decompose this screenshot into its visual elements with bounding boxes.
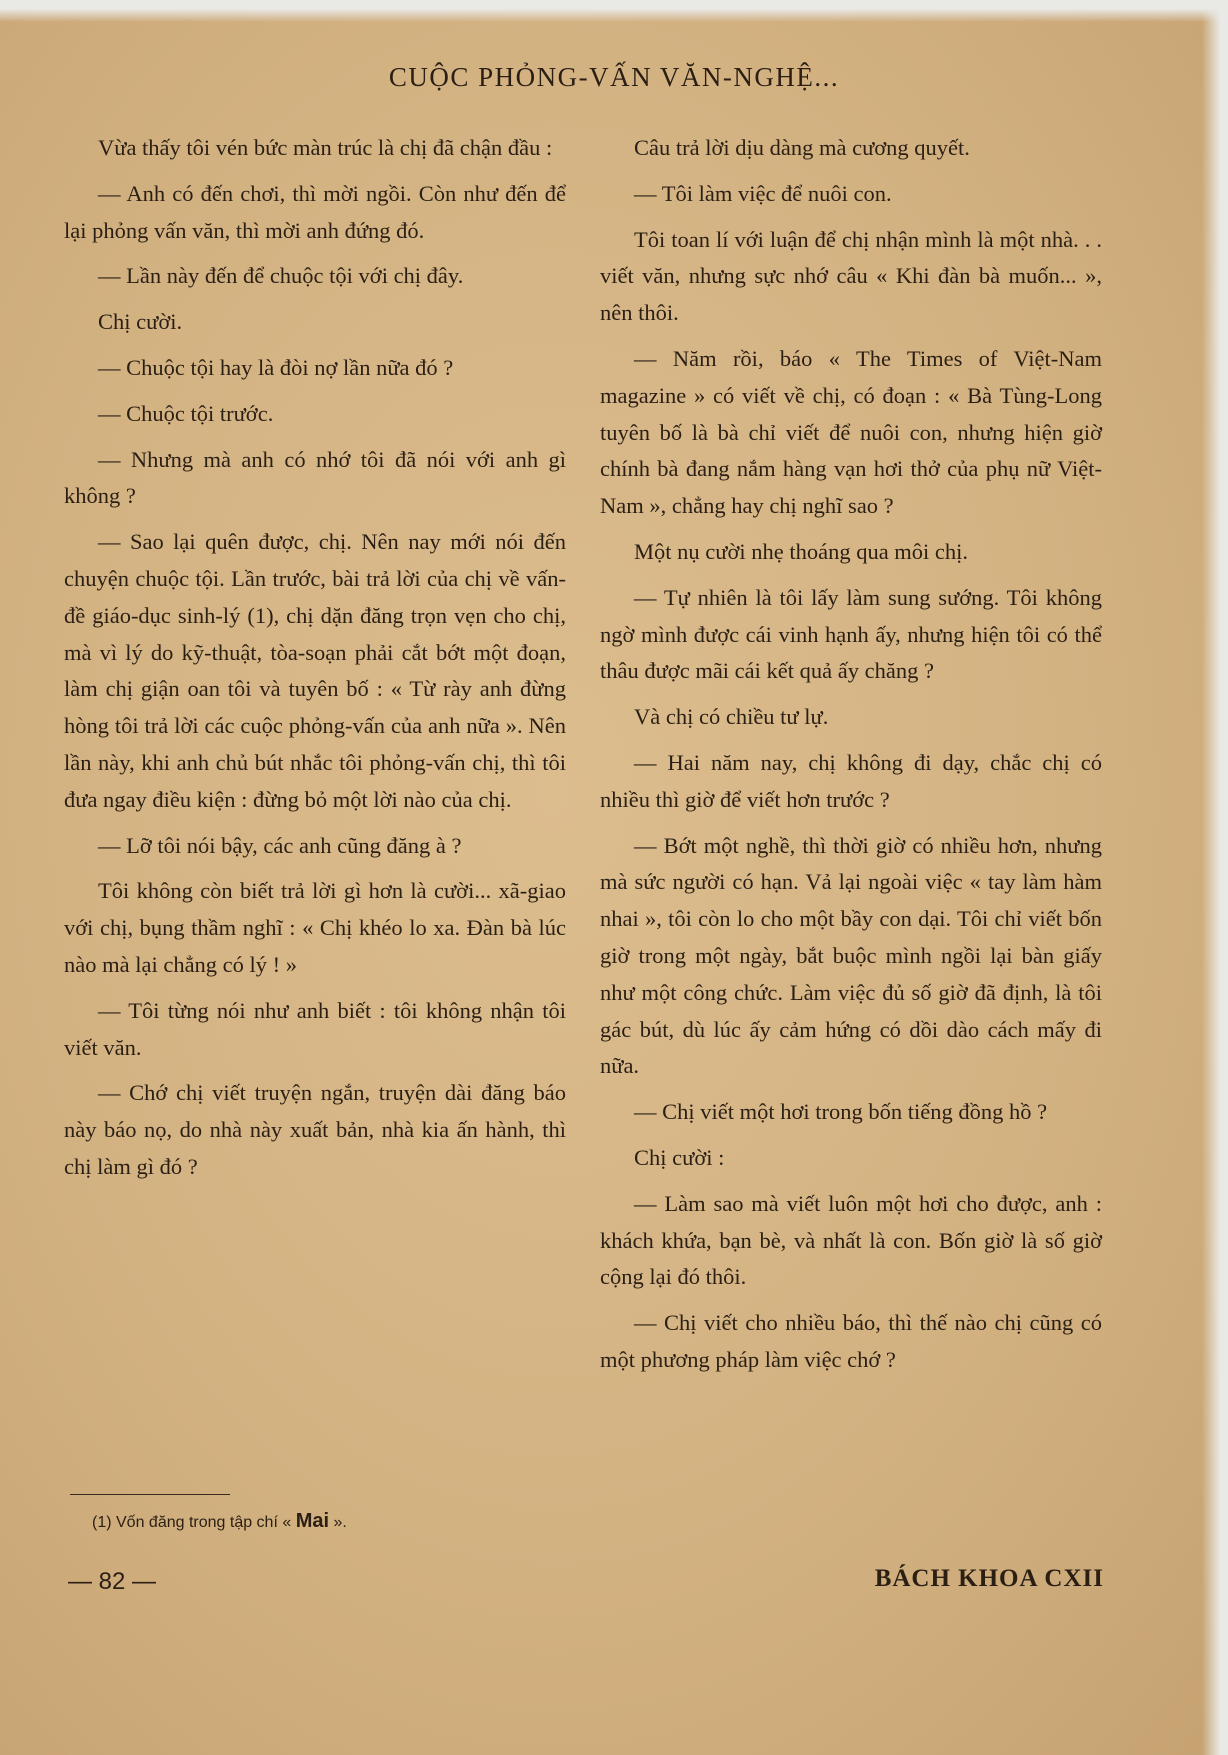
paragraph: — Làm sao mà viết luôn một hơi cho được, anh : khách khứa, bạn bè, và nhất là con. Bốn giờ là số giờ cộng lại đó thôi. <box>600 1190 1102 1290</box>
left-column <box>64 130 566 1195</box>
paragraph: Chị cười. <box>98 309 183 335</box>
paragraph: — Chuộc tội trước. <box>98 400 274 426</box>
paragraph: Và chị có chiều tư lự. <box>634 704 829 730</box>
paragraph: — Nhưng mà anh có nhớ tôi đã nói với anh gì không ? <box>64 446 566 509</box>
paragraph: — Tôi làm việc để nuôi con. <box>634 180 892 206</box>
paragraph: — Chớ chị viết truyện ngắn, truyện dài đăng báo này báo nọ, do nhà này xuất bản, nhà kia ấn hành, thì chị làm gì đó ? <box>64 1080 566 1179</box>
paragraph: Tôi toan lí với luận để chị nhận mình là một nhà. . . viết văn, nhưng sực nhớ câu « Khi đàn bà muốn... », nên thôi. <box>600 226 1102 326</box>
magazine-name: BÁCH KHOA CXII <box>874 1565 1104 1592</box>
paragraph: — Chuộc tội hay là đòi nợ lần nữa đó ? <box>98 354 454 380</box>
right-column <box>600 130 1102 1388</box>
paragraph: — Bớt một nghề, thì thời giờ có nhiều hơn, nhưng mà sức người có hạn. Vả lại ngoài việc « tay làm hàm nhai », tôi còn lo cho một bầy con dại. Tôi chỉ viết bốn giờ trong một ngày, bắt buộc mình ngồi lại bàn giấy như một công chức. Làm việc đủ số giờ đã định, là tôi gác bút, dù lúc ấy cảm hứng có dồi dào cách mấy đi nữa. <box>600 832 1102 1079</box>
paragraph: Câu trả lời dịu dàng mà cương quyết. <box>634 135 970 160</box>
paragraph: Tôi không còn biết trả lời gì hơn là cười... xã-giao với chị, bụng thầm nghĩ : « Chị khéo lo xa. Đàn bà lúc nào mà lại chẳng có lý ! » <box>64 878 566 977</box>
paragraph: — Tôi từng nói như anh biết : tôi không nhận tôi viết văn. <box>64 997 566 1060</box>
paragraph: — Lần này đến để chuộc tội với chị đây. <box>98 263 464 289</box>
running-header: CUỘC PHỎNG-VẤN VĂN-NGHỆ... <box>388 62 840 92</box>
footnote-suffix: ». <box>333 1514 347 1531</box>
page-number: — 82 — <box>68 1568 157 1595</box>
paragraph: — Hai năm nay, chị không đi dạy, chắc chị có nhiều thì giờ để viết hơn trước ? <box>600 749 1102 812</box>
paragraph: — Chị viết một hơi trong bốn tiếng đồng hồ ? <box>634 1099 1048 1125</box>
paragraph: — Năm rồi, báo « The Times of Việt-Nam magazine » có viết về chị, có đoạn : « Bà Tùng-Long tuyên bố là bà chỉ viết để nuôi con, nhưng hiện giờ chính bà đang nắm hàng vạn hơi thở của phụ nữ Việt-Nam », chẳng hay chị nghĩ sao ? <box>600 345 1102 519</box>
paragraph: Chị cười : <box>634 1144 725 1170</box>
page-top-edge <box>0 0 1228 22</box>
paragraph: — Chị viết cho nhiều báo, thì thế nào chị cũng có một phương pháp làm việc chớ ? <box>600 1310 1102 1372</box>
footnote <box>92 1510 347 1533</box>
paragraph: — Anh có đến chơi, thì mời ngồi. Còn như đến để lại phỏng vấn văn, thì mời anh đứng đó. <box>64 180 566 243</box>
footnote-magazine: Mai <box>295 1510 330 1532</box>
paragraph: — Lỡ tôi nói bậy, các anh cũng đăng à ? <box>98 832 462 858</box>
footnote-rule <box>70 1494 230 1495</box>
paragraph: Vừa thấy tôi vén bức màn trúc là chị đã chận đầu : <box>98 135 553 160</box>
footnote-prefix: (1) Vốn đăng trong tập chí « <box>92 1514 292 1531</box>
paragraph: Một nụ cười nhẹ thoáng qua môi chị. <box>634 538 969 564</box>
paragraph: — Tự nhiên là tôi lấy làm sung sướng. Tôi không ngờ mình được cái vinh hạnh ấy, nhưng hiện tôi có thể thâu được mãi cái kết quả ấy chăng ? <box>600 584 1102 684</box>
paragraph: — Sao lại quên được, chị. Nên nay mới nói đến chuyện chuộc tội. Lần trước, bài trả lời của chị về vấn-đề giáo-dục sinh-lý (1), chị dặn đăng trọn vẹn cho chị, mà vì lý do kỹ-thuật, tòa-soạn phải cắt bớt một đoạn, làm chị giận oan tôi và tuyên bố : « Từ rày anh đừng hòng tôi trả lời các cuộc phỏng-vấn của anh nữa ». Nên lần này, khi anh chủ bút nhắc tôi phỏng-vấn chị, thì tôi đưa ngay điều kiện : đừng bỏ một lời nào của chị. <box>64 529 566 812</box>
page-right-edge <box>1202 0 1228 1755</box>
